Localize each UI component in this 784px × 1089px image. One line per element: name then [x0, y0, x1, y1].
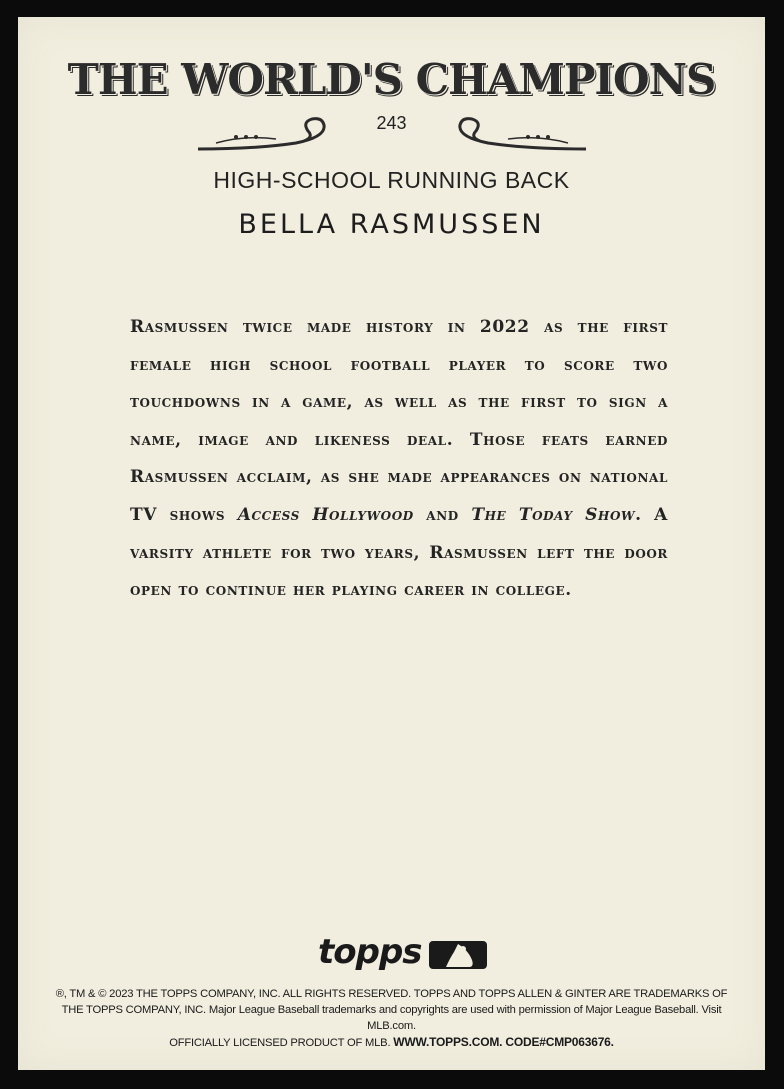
card-number: 243	[376, 113, 407, 133]
right-flourish-icon	[448, 113, 588, 155]
legal-line-3	[38, 1034, 745, 1051]
legal-license: OFFICIALLY LICENSED PRODUCT OF MLB.	[169, 1037, 391, 1049]
bio-show-today-show: The Today Show	[471, 504, 636, 525]
legal-website-code: WWW.TOPPS.COM. CODE#CMP063676.	[393, 1035, 614, 1049]
series-title: THE WORLD'S CHAMPIONS	[67, 55, 716, 104]
topps-logo: topps	[318, 932, 422, 972]
legal-text	[38, 986, 745, 1051]
logo-row	[18, 932, 765, 972]
bio-text-and: and	[413, 504, 472, 525]
player-bio	[130, 309, 668, 610]
legal-line-1: ®, TM & © 2023 THE TOPPS COMPANY, INC. ALL RIGHTS RESERVED. TOPPS AND TOPPS ALLEN & GINTER ARE TRADEMARKS OF	[55, 988, 728, 1000]
bio-show-access-hollywood: Access Hollywood	[237, 504, 414, 525]
card-back	[18, 17, 765, 1070]
bio-text-part2: . A varsity athlete for two years, Rasmussen left the door open to continue her playing career in college.	[130, 504, 668, 601]
bio-text-part1: Rasmussen twice made history in 2022 as the first female high school football player to score two touchdowns in a game, as well as the first to sign a name, image and likeness deal. Those feats earned Rasmussen acclaim, as she made appearances on national TV shows	[130, 317, 668, 525]
card-header	[18, 55, 765, 175]
player-position: HIGH-SCHOOL RUNNING BACK	[213, 167, 570, 193]
mlb-logo-icon	[428, 940, 488, 970]
player-name: BELLA RASMUSSEN	[238, 209, 545, 240]
legal-line-2: THE TOPPS COMPANY, INC. Major League Baseball trademarks and copyrights are used with permission of Major League Baseball. Visit MLB.com.	[61, 1004, 722, 1032]
